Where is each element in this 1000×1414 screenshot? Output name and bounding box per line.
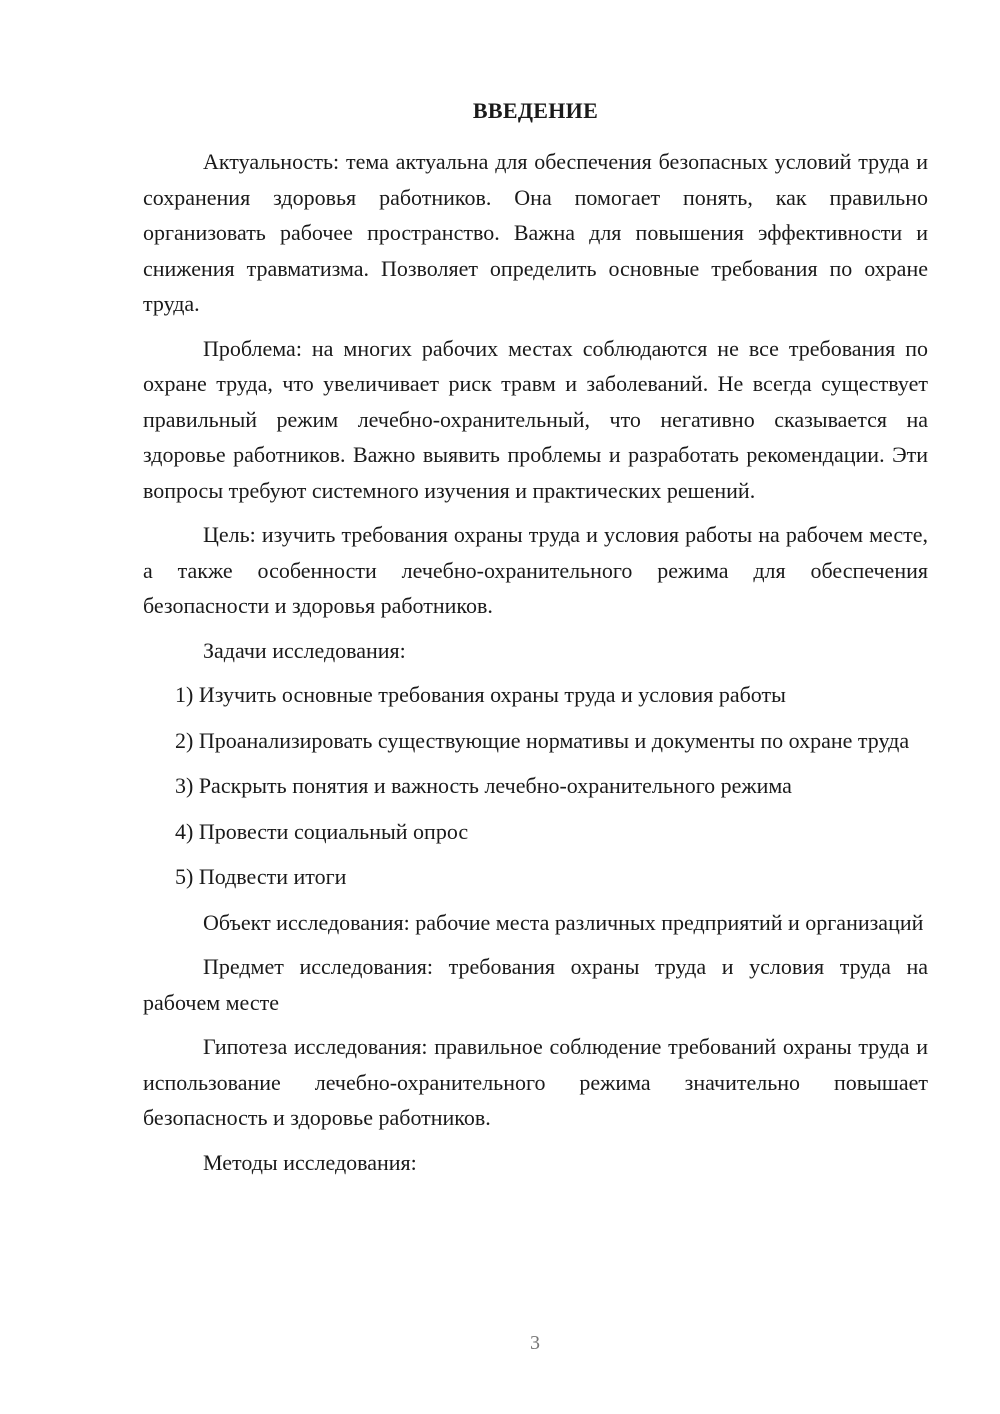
section-title: ВВЕДЕНИЕ — [472, 98, 599, 123]
task-item-4: 4) Провести социальный опрос — [175, 818, 469, 844]
page-number: 3 — [530, 1332, 540, 1354]
methods-heading: Методы исследования: — [203, 1149, 417, 1175]
paragraph-problem: Проблема: на многих рабочих местах соблюдаются не все требования по охране труда, что увеличивает риск травм и заболеваний. Не всегда существует правильный режим лечебно-охранительный, что негативно сказывается на здоровье работников. Важно выявить проблемы и разработать рекомендации. Эти вопросы требуют системного изучения и практических решений. — [143, 335, 928, 503]
paragraph-goal: Цель: изучить требования охраны труда и условия работы на рабочем месте, а также особенности лечебно-охранительного режима для обеспечения безопасности и здоровья работников. — [143, 522, 928, 618]
document-page — [143, 96, 928, 1189]
paragraph-subject: Предмет исследования: требования охраны труда и условия труда на рабочем месте — [143, 954, 928, 1015]
paragraph-hypothesis: Гипотеза исследования: правильное соблюдение требований охраны труда и использование лечебно-охранительного режима значительно повышает безопасность и здоровье работников. — [143, 1034, 928, 1130]
task-item-1: 1) Изучить основные требования охраны труда и условия работы — [175, 682, 786, 707]
task-item-3: 3) Раскрыть понятия и важность лечебно-охранительного режима — [175, 773, 792, 798]
paragraph-relevance: Актуальность: тема актуальна для обеспечения безопасных условий труда и сохранения здоровья работников. Она помогает понять, как правильно организовать рабочее пространство. Важна для повышения эффективности и снижения травматизма. Позволяет определить основные требования по охране труда. — [143, 149, 928, 316]
task-item-5: 5) Подвести итоги — [175, 864, 347, 889]
tasks-heading: Задачи исследования: — [203, 637, 406, 663]
paragraph-object: Объект исследования: рабочие места различных предприятий и организаций — [203, 909, 924, 935]
task-item-2: 2) Проанализировать существующие нормативы и документы по охране труда — [175, 727, 910, 753]
